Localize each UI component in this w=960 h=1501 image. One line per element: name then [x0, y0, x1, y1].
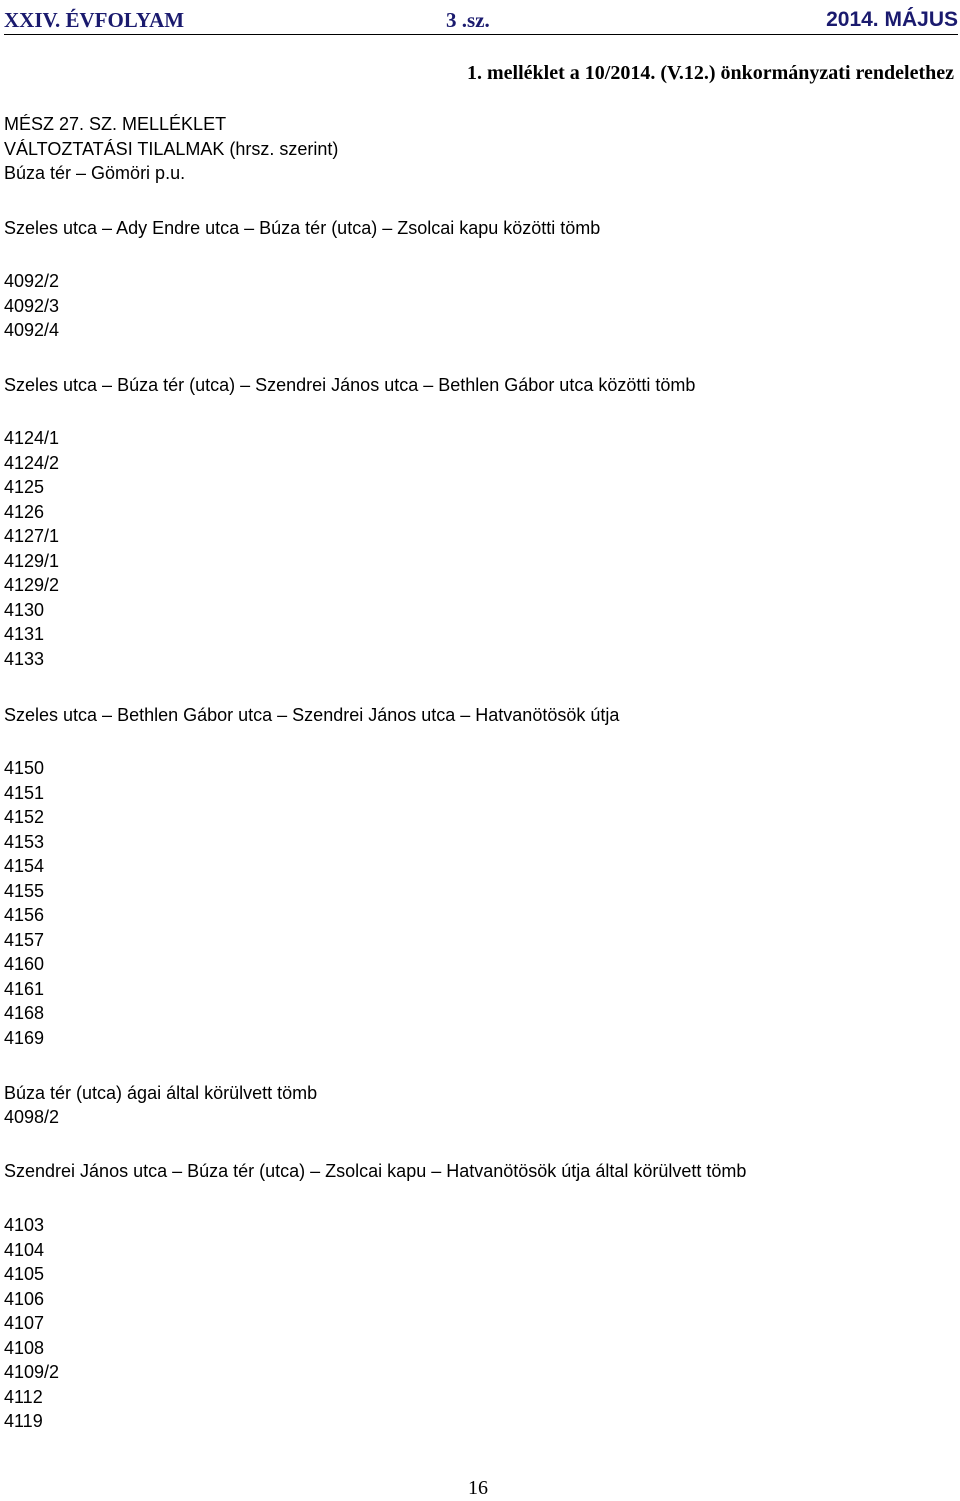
list-item: 4133: [4, 648, 45, 669]
list-item: 4107: [4, 1313, 45, 1333]
list-item: 4154: [4, 856, 45, 876]
parcel-list-1: [4, 269, 59, 343]
list-item: 4109/2: [4, 1362, 60, 1382]
section-heading-2: Szeles utca – Búza tér (utca) – Szendrei János utca – Bethlen Gábor utca közötti tömb: [4, 375, 696, 395]
list-item: 4153: [4, 831, 45, 852]
list-item: 4156: [4, 905, 45, 925]
intro-line-2: VÁLTOZTATÁSI TILALMAK (hrsz. szerint): [4, 138, 339, 159]
section-heading-3: Szeles utca – Bethlen Gábor utca – Szendrei János utca – Hatvanötösök útja: [4, 705, 620, 725]
list-item: 4169: [4, 1027, 45, 1048]
list-item: 4129/1: [4, 550, 60, 571]
list-item: 4168: [4, 1003, 45, 1023]
section-heading-1: Szeles utca – Ady Endre utca – Búza tér (utca) – Zsolcai kapu közötti tömb: [4, 218, 601, 238]
list-item: 4155: [4, 880, 45, 901]
list-item: 4108: [4, 1337, 45, 1358]
list-item: 4161: [4, 978, 45, 999]
parcel-list-5: [4, 1213, 59, 1434]
list-item: 4105: [4, 1264, 45, 1284]
list-item: 4098/2: [4, 1107, 60, 1127]
list-item: 4124/1: [4, 428, 60, 448]
header-volume: XXIV. ÉVFOLYAM: [4, 8, 185, 32]
intro-line-1: MÉSZ 27. SZ. MELLÉKLET: [4, 114, 227, 134]
parcel-list-3: [4, 756, 44, 1050]
list-item: 4157: [4, 929, 45, 950]
list-item: 4092/3: [4, 295, 60, 316]
page-header: [4, 4, 958, 35]
header-issue: 3 .sz.: [446, 8, 490, 32]
section-heading-4: Búza tér (utca) ágai által körülvett tömb: [4, 1083, 318, 1103]
list-item: 4124/2: [4, 452, 60, 473]
list-item: 4130: [4, 599, 45, 620]
list-item: 4126: [4, 501, 45, 522]
parcel-list-2: [4, 426, 59, 671]
page-number: 16: [468, 1477, 488, 1499]
list-item: 4125: [4, 477, 45, 497]
list-item: 4150: [4, 758, 45, 778]
intro-block: [4, 112, 338, 186]
list-item: 4152: [4, 807, 45, 827]
parcel-list-4: [4, 1105, 59, 1130]
annex-title: 1. melléklet a 10/2014. (V.12.) önkormányzati rendelethez: [467, 62, 954, 84]
list-item: 4104: [4, 1239, 45, 1260]
list-item: 4106: [4, 1288, 45, 1309]
list-item: 4092/2: [4, 271, 60, 291]
header-date: 2014. MÁJUS: [826, 8, 958, 31]
list-item: 4129/2: [4, 575, 60, 595]
section-heading-5: Szendrei János utca – Búza tér (utca) – Zsolcai kapu – Hatvanötösök útja által körülvett tömb: [4, 1161, 747, 1181]
intro-line-3: Búza tér – Gömöri p.u.: [4, 163, 186, 183]
list-item: 4092/4: [4, 320, 60, 340]
list-item: 4151: [4, 782, 45, 803]
list-item: 4119: [4, 1411, 43, 1431]
list-item: 4103: [4, 1215, 45, 1235]
list-item: 4131: [4, 624, 45, 644]
list-item: 4127/1: [4, 526, 60, 546]
list-item: 4160: [4, 954, 45, 974]
list-item: 4112: [4, 1386, 43, 1407]
